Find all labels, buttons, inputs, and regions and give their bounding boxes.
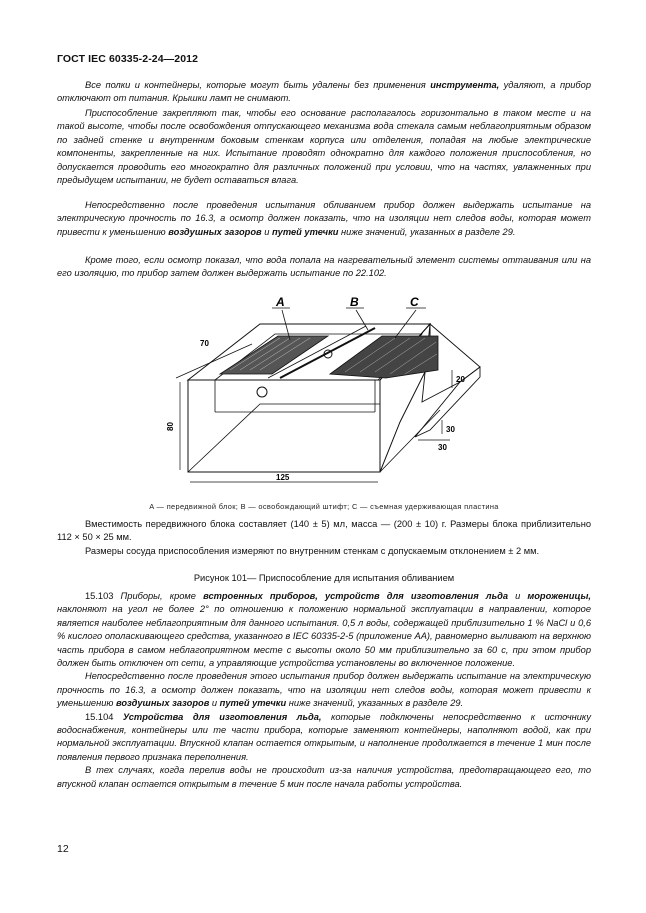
text-run: наклоняют на угол не более 2° по отношению к положению нормальной эксплуатации в направлении, которое является наиболее неблагоприятным для данного испытания. 0,5 л воды, содержащей приблизительно 1 % NaCl и 0,6 % кислого ополаскивающего средства, указанного в IEC 60335-2-5 (приложение АА), равномерно выливают на верхнюю часть прибора в самом неблагоприятном месте с высоты около 50 мм приблизительно за 60 с, при этом прибор должен быть отключен от сети, а управляющие устройства установлены во включенное положение. [57, 604, 591, 669]
page-number: 12 [57, 843, 69, 855]
clause-section [57, 590, 591, 791]
term-ice-cream-maker: мороженицы, [527, 591, 591, 601]
term-creepage: путей утечки [271, 226, 339, 237]
vessel-front-face [188, 380, 380, 472]
clause-number-15-104: 15.104 [85, 711, 123, 722]
paragraph-shelves [57, 79, 591, 106]
dimension-125: 125 [276, 473, 290, 482]
text-run: Непосредственно после проведения испытания обливанием прибор должен выдержать испытание на электрическую прочность по 16.3, а осмотр должен показать, что на изоляции нет следов воды, которая может привести к уменьшению [57, 200, 591, 237]
text-run: Приборы, кроме [120, 591, 204, 601]
figure-title: Рисунок 101— Приспособление для испытания обливанием [193, 573, 455, 583]
text-run: и [261, 226, 272, 237]
dimension-30-horizontal: 30 [438, 443, 447, 452]
text-run: удаляют, а прибор отключают от питания. Крышки ламп не снимают. [57, 80, 591, 104]
text-run: которые подключены непосредственно к источнику водоснабжения, контейнеры или те части прибора, которые заменяют контейнеры, наполняют водой, как при нормальной эксплуатации. Впускной клапан остается открытым, и наполнение продолжается в течение 1 мин после появления первого признака переполнения. [57, 711, 591, 762]
note-block-capacity: Вместимость передвижного блока составляет (140 ± 5) мл, масса — (200 ± 10) г. Размеры блока приблизительно 112 × 50 × 25 мм. [57, 519, 591, 543]
text-run: Непосредственно после проведения этого испытания прибор должен выдержать испытание на электрическую прочность по 16.3, а осмотр должен показать, что на изоляции нет следов воды, которая может привести к уменьшению [57, 671, 591, 709]
term-clearances: воздушных зазоров [115, 698, 210, 709]
standard-header: ГОСТ IEC 60335-2-24—2012 [57, 53, 199, 65]
label-a: A [276, 295, 285, 309]
term-creepage: путей утечки [219, 698, 287, 709]
figure-legend: A — передвижной блок; B — освобождающий штифт; C — съемная удерживающая пластина [149, 502, 499, 511]
text-run: ниже значений, указанных в разделе 29. [286, 698, 464, 709]
label-c: C [410, 295, 419, 309]
text-run: и [209, 698, 220, 709]
term-clearances: воздушных зазоров [168, 226, 262, 237]
text-run: и [508, 591, 528, 601]
dimension-70: 70 [200, 339, 209, 348]
paragraph-overflow: В тех случаях, когда перелив воды не происходит из-за наличия устройства, предотвращающего его, то впускной клапан остается открытым в течение 5 мин после начала работы устройства. [57, 765, 591, 789]
text-run: Приспособление закрепляют так, чтобы его основание располагалось горизонтально в таком месте и на такой высоте, чтобы после освобождения отпускающего механизма вода стекала самым неблагоприятным образом по задней стенке и внутренним боковым стенкам корпуса или отделения, попадая на любые электрические компоненты, закрепленные на них. Испытание проводят однократно для каждого положения приспособления, но допускается проводить его многократно для различных положений при условии, что на частях, увлажненных при предыдущем испытании, не будет оставаться влага. [57, 108, 591, 186]
text-run: Кроме того, если осмотр показал, что вода попала на нагревательный элемент системы оттаивания или на его изоляцию, то прибор затем должен выдержать испытание по 22.102. [57, 255, 591, 279]
paragraph-defrost [57, 254, 591, 281]
term-built-in: встроенных приборов, устройств для изготовления льда [203, 591, 509, 601]
dimension-30-vertical: 30 [446, 425, 455, 434]
paragraph-electric-strength [57, 199, 591, 239]
term-tool: инструмента, [430, 80, 500, 90]
dimension-80: 80 [166, 422, 175, 431]
label-b: B [350, 295, 359, 309]
dimension-20: 20 [456, 375, 465, 384]
paragraph-fixture [57, 107, 591, 187]
text-run: ниже значений, указанных в разделе 29. [338, 226, 516, 237]
note-vessel-dimensions: Размеры сосуда приспособления измеряют по внутренним стенкам с допускаемым отклонением ± 2 мм. [85, 545, 540, 556]
figure-notes [57, 518, 591, 558]
spillage-apparatus-drawing [160, 292, 500, 492]
term-ice-makers: Устройства для изготовления льда, [122, 711, 322, 722]
text-run: Все полки и контейнеры, которые могут быть удалены без применения [85, 80, 431, 90]
clause-number-15-103: 15.103 [85, 591, 121, 601]
